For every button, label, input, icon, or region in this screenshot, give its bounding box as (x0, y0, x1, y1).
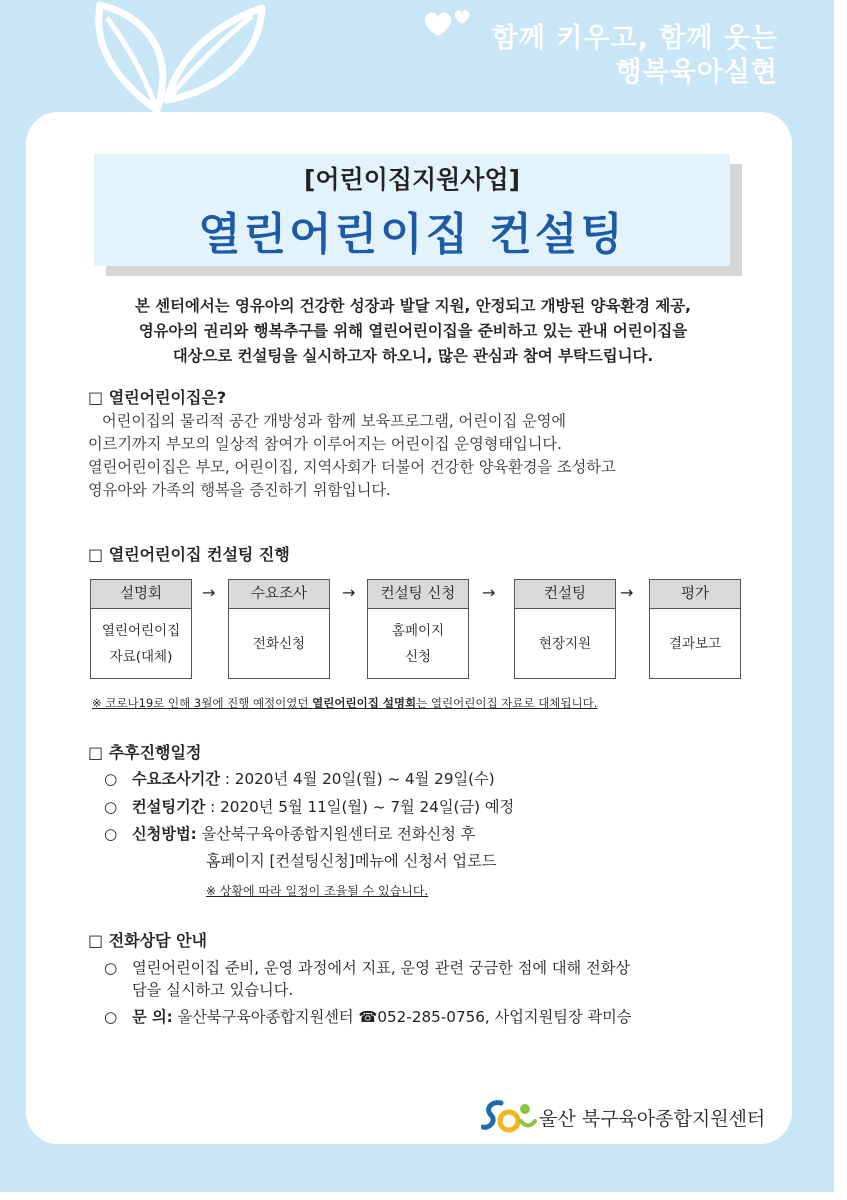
flow-step-text: 현장지원 (538, 635, 592, 652)
flow-step-body (229, 609, 329, 678)
section-heading-schedule: □ 추후진행일정 (88, 743, 202, 762)
slogan-line2: 행복육아실현 (615, 57, 778, 88)
note-text: 는 열린어린이집 자료로 대체됩니다. (416, 696, 598, 710)
flow-step-body (91, 609, 191, 678)
flow-step-text: 열린어린이집 (101, 622, 181, 639)
contact-info (104, 1005, 631, 1029)
flow-step-header: 평가 (650, 580, 740, 609)
leaf-icon (82, 0, 272, 112)
body-line: 열린어린이집은 부모, 어린이집, 지역사회가 더불어 건강한 양육환경을 조성하고 (88, 458, 616, 476)
page-edge (834, 0, 847, 1200)
phone-consult-desc (104, 956, 630, 980)
flow-arrow: → (202, 583, 216, 602)
intro-text (88, 294, 738, 369)
page-title: 열린어린이집 컨설팅 (198, 209, 626, 260)
schedule-label: 수요조사기간 (132, 770, 221, 788)
hearts-icon (420, 6, 480, 46)
bullet-icon: ○ (104, 825, 118, 843)
flow-step-header: 수요조사 (229, 580, 329, 609)
covid-note (92, 695, 597, 711)
flow-step-header: 컨설팅 (515, 580, 615, 609)
flow-step-header: 컨설팅 신청 (368, 580, 468, 609)
org-name: 울산 북구육아종합지원센터 (539, 1108, 766, 1130)
section-heading-consulting-process: □ 열린어린이집 컨설팅 진행 (88, 545, 290, 564)
body-line: 영유아와 가족의 행복을 증진하기 위함입니다. (88, 481, 391, 499)
note-bold-text: 열린어린이집 설명회 (312, 696, 417, 710)
org-logo-icon (481, 1097, 537, 1137)
flow-step-body (368, 609, 468, 678)
flow-step-text: 홈페이지 (391, 622, 445, 639)
slogan-line1: 함께 키우고, 함께 웃는 (491, 23, 778, 54)
content-card (26, 112, 792, 1144)
bullet-icon: ○ (104, 959, 118, 977)
schedule-consulting-period (104, 795, 514, 819)
slogan (492, 22, 778, 90)
schedule-label: 컨설팅기간 (132, 798, 206, 816)
flow-arrow: → (620, 583, 634, 602)
schedule-value: 울산북구육아종합지원센터로 전화신청 후 (196, 825, 476, 843)
contact-label: 문 의: (132, 1008, 173, 1026)
intro-line: 대상으로 컨설팅을 실시하고자 하오니, 많은 관심과 참여 부탁드립니다. (172, 347, 654, 365)
note-text: ※ 코로나19로 인해 3월에 진행 예정이였던 (92, 696, 313, 710)
flow-step-text: 전화신청 (252, 635, 306, 652)
title-subtitle: [어린이집지원사업] (303, 165, 521, 194)
process-flow (90, 579, 740, 679)
flow-step-consulting (514, 579, 616, 679)
section-heading-open-daycare: □ 열린어린이집은? (88, 388, 227, 407)
body-line: 어린이집의 물리적 공간 개방성과 함께 보육프로그램, 어린이집 운영에 (102, 412, 567, 430)
phone-consult-desc-cont: 담을 실시하고 있습니다. (132, 981, 294, 999)
section-open-daycare-body (88, 410, 616, 502)
schedule-value: : 2020년 4월 20일(월) ~ 4월 29일(수) (220, 770, 495, 788)
flow-step-evaluation (649, 579, 741, 679)
contact-value: 울산북구육아종합지원센터 ☎052-285-0756, 사업지원팀장 곽미승 (172, 1008, 632, 1026)
flow-step-text: 자료(대체) (109, 648, 173, 665)
schedule-value: : 2020년 5월 11일(월) ~ 7월 24일(금) 예정 (205, 798, 515, 816)
flow-arrow: → (342, 583, 356, 602)
bullet-icon: ○ (104, 1008, 118, 1026)
flow-step-application (367, 579, 469, 679)
body-line: 이르기까지 부모의 일상적 참여가 이루어지는 어린이집 운영형태입니다. (88, 435, 562, 453)
phone-consult-text: 열린어린이집 준비, 운영 과정에서 지표, 운영 관련 궁금한 점에 대해 전화상 (132, 959, 631, 977)
flow-arrow: → (482, 583, 496, 602)
flow-step-briefing (90, 579, 192, 679)
title-box (94, 154, 730, 266)
bullet-icon: ○ (104, 798, 118, 816)
flow-step-text: 결과보고 (668, 635, 722, 652)
flow-step-survey (228, 579, 330, 679)
flow-step-body (650, 609, 740, 678)
schedule-application-method-cont: 홈페이지 [컨설팅신청]메뉴에 신청서 업로드 (206, 852, 497, 870)
flow-step-body (515, 609, 615, 678)
intro-line: 영유아의 권리와 행복추구를 위해 열린어린이집을 준비하고 있는 관내 어린이집을 (138, 322, 688, 340)
bullet-icon: ○ (104, 770, 118, 788)
schedule-note: ※ 상황에 따라 일정이 조율될 수 있습니다. (206, 884, 429, 898)
flow-step-header: 설명회 (91, 580, 191, 609)
schedule-survey-period (104, 767, 495, 791)
flow-step-text: 신청 (404, 648, 432, 665)
intro-line: 본 센터에서는 영유아의 건강한 성장과 발달 지원, 안정되고 개방된 양육환경 제공, (135, 297, 691, 315)
section-heading-phone-consult: □ 전화상담 안내 (88, 931, 207, 950)
schedule-label: 신청방법: (132, 825, 197, 843)
schedule-application-method (104, 822, 475, 846)
